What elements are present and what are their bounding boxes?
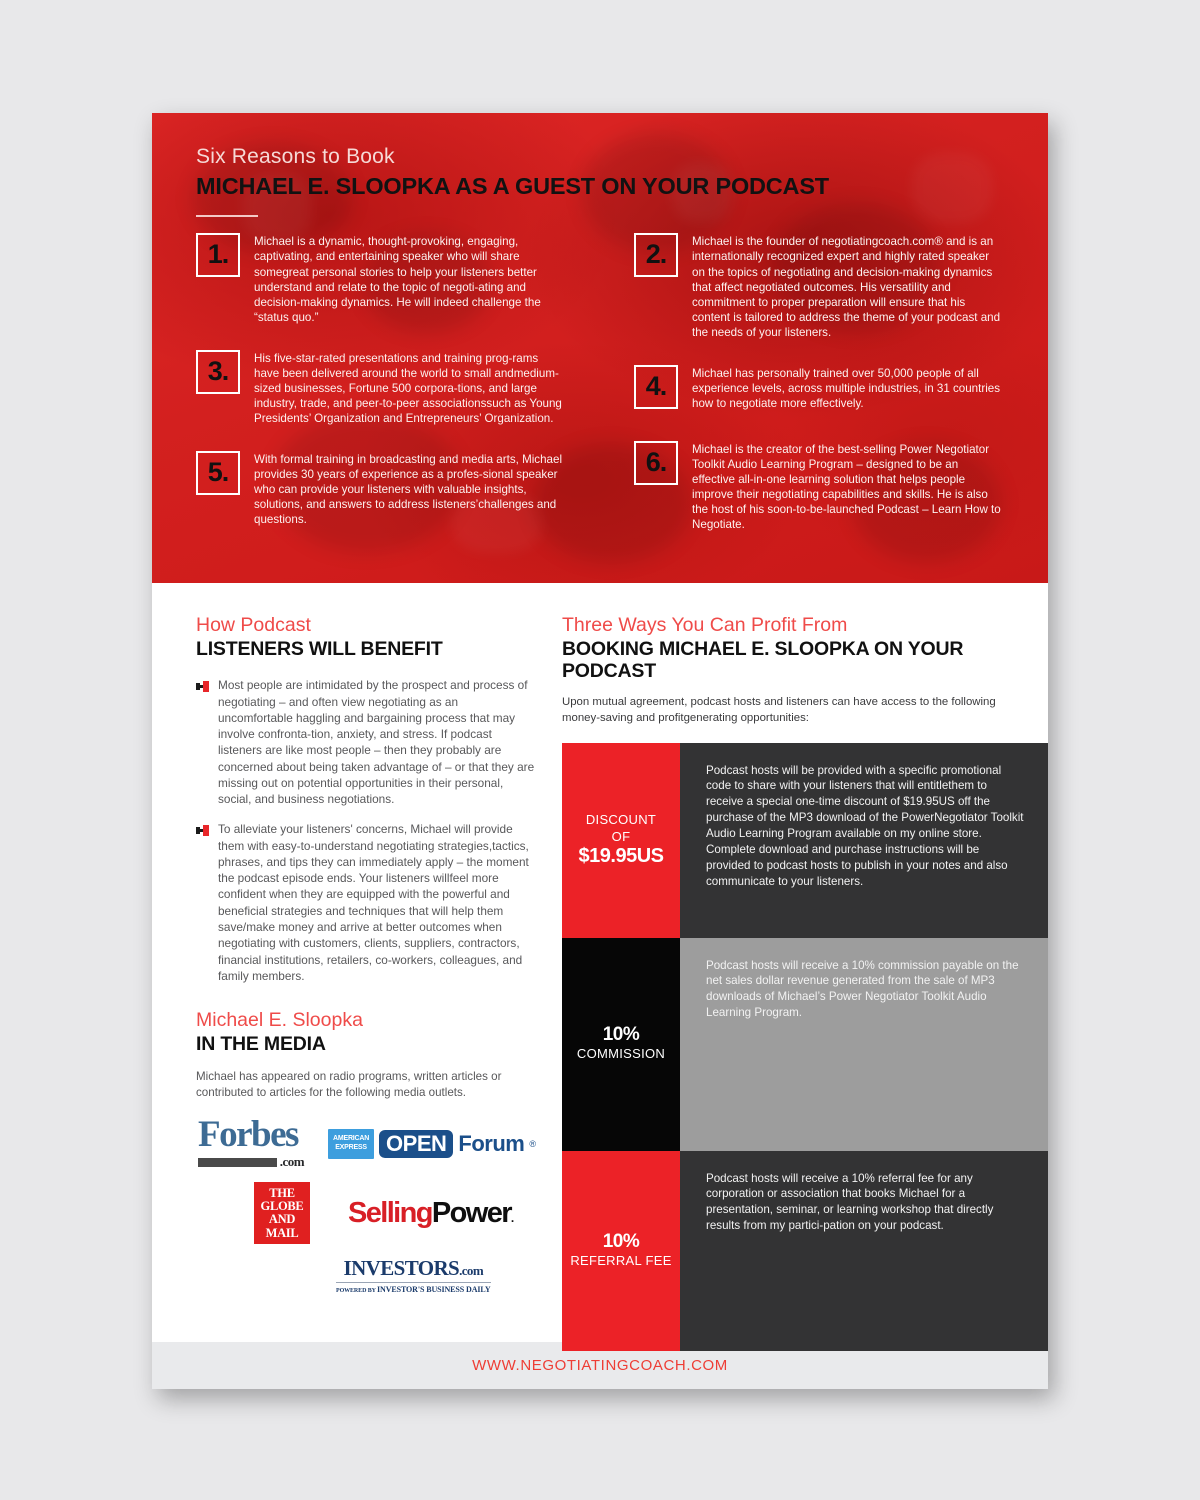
benefits-bullets [196, 677, 536, 984]
media-kicker: Michael E. Sloopka [196, 1009, 363, 1032]
amex-line2: EXPRESS [335, 1143, 367, 1151]
reason-number: 6. [634, 441, 678, 485]
media-heading [196, 1010, 536, 1056]
media-logo-row [198, 1114, 536, 1170]
forum-wordmark: Forum [458, 1130, 525, 1156]
profit-label [562, 1151, 680, 1351]
media-logo-row [254, 1182, 536, 1244]
reason-item [634, 441, 1004, 532]
benefits-title: LISTENERS WILL BENEFIT [196, 638, 443, 661]
registered-mark-icon: ® [529, 1138, 536, 1149]
forbes-wordmark: Forbes [198, 1114, 298, 1156]
benefits-kicker: How Podcast [196, 614, 311, 636]
selling-power-dot: . [510, 1210, 513, 1225]
power-word: Power [431, 1196, 511, 1229]
discount-label-line1: DISCOUNT [585, 812, 657, 828]
referral-label: REFERRAL FEE [570, 1252, 672, 1268]
reason-number: 4. [634, 365, 678, 409]
forbes-logo [198, 1114, 305, 1170]
american-express-icon [328, 1129, 374, 1159]
reason-number: 5. [196, 451, 240, 495]
reason-text: With formal training in broadcasting and media arts, Michael provides 30 years of experience as a profes-sional speaker who can provide your listeners with valuable insights, solutions, and answers to address listeners’challenges and questions. [254, 453, 563, 527]
forbes-bar [198, 1158, 277, 1167]
profit-row-discount [562, 743, 1048, 938]
globe-line2: GLOBE [260, 1199, 304, 1214]
globe-line4: MAIL [265, 1225, 299, 1240]
flag-bullet-icon [196, 825, 209, 836]
globe-line1: THE [269, 1186, 295, 1201]
reason-item [196, 350, 566, 426]
investors-dotcom: .com [459, 1263, 484, 1279]
media-note: Michael has appeared on radio programs, written articles or contributed to articles for the following media outlets. [196, 1070, 502, 1100]
investors-business-daily: INVESTOR'S BUSINESS DAILY [377, 1285, 491, 1295]
discount-amount: $19.95US [578, 844, 664, 867]
hero-section [152, 113, 1048, 583]
referral-percent: 10% [602, 1230, 640, 1252]
benefits-heading [196, 615, 536, 661]
reason-item [634, 233, 1004, 339]
bullet-text: Most people are intimidated by the prospect and process of negotiating – and often view negotiating as an uncomfortable haggling and bargaining process that may involve confronta-tion, anxiety, and stress. If podcast listeners are like most people – then they probably are concerned about being taken advantage of – or that they are missing out on potential opportunities in their personal, social, and business negotiations. [218, 678, 535, 807]
bullet-text: To alleviate your listeners' concerns, Michael will provide them with easy-to-understand negotiating strategies,tactics, phrases, and tips they can immediately apply – the moment the podcast episode ends. Your listeners willfeel more confident when they are equipped with the powerful and beneficial strategies and techniques that will help them save/make money and arrive at better outcomes when negotiating with customers, clients, suppliers, contractors, financial institutions, retailers, co-workers, colleagues, and family members. [218, 822, 529, 983]
globe-and-mail-logo [254, 1182, 310, 1244]
profit-intro: Upon mutual agreement, podcast hosts and listeners can have access to the following money-saving and profitgenerating opportunities: [562, 696, 996, 724]
bullet-item [196, 821, 536, 984]
amex-line1: AMERICAN [332, 1135, 370, 1143]
commission-label: COMMISSION [576, 1046, 666, 1062]
hero-title: MICHAEL E. SLOOPKA AS A GUEST ON YOUR PODCAST [196, 173, 829, 200]
open-wordmark: OPEN [379, 1130, 453, 1158]
reason-text: Michael has personally trained over 50,000 people of all experience levels, across multiple industries, in 31 countries how to negotiate more effectively. [692, 366, 1001, 410]
profit-body: Podcast hosts will be provided with a specific promotional code to share with your listeners that will entitlethem to receive a special one-time discount of $19.95US off the purchase of the MP3 download of the PowerNegotiator Toolkit Audio Learning Program available on my online store. Complete download and purchase instructions will be provided to podcast hosts to publish in your notes and also communicate to your listeners. [680, 743, 1048, 938]
selling-word: Selling [348, 1196, 432, 1229]
profit-label [562, 743, 680, 938]
media-logo-row [336, 1258, 536, 1294]
reason-text: Michael is the creator of the best-selling Power Negotiator Toolkit Audio Learning Program – designed to be an effective all-in-one learning solution that helps people improve their negotiating capabilities and skills. He is also the host of his soon-to-be-launched Podcast – Learn How to Negotiate. [692, 443, 1001, 532]
profit-label [562, 938, 680, 1151]
profit-title: BOOKING MICHAEL E. SLOOPKA ON YOUR PODCAST [562, 638, 964, 683]
left-column [152, 583, 562, 1342]
discount-label-line2: OF [611, 828, 631, 844]
profit-heading [562, 615, 1048, 683]
bullet-item [196, 677, 536, 807]
reasons-column-right [634, 233, 1004, 557]
body-section [152, 583, 1048, 1342]
investors-powered-by: POWERED BY [336, 1288, 378, 1295]
profit-grid [562, 743, 1048, 1351]
reason-number: 2. [634, 233, 678, 277]
profit-kicker: Three Ways You Can Profit From [562, 614, 848, 636]
reason-item [196, 233, 566, 324]
profit-row-referral [562, 1151, 1048, 1351]
reasons-column-left [196, 233, 566, 557]
reason-number: 1. [196, 233, 240, 277]
hero-kicker: Six Reasons to Book [196, 145, 395, 168]
reason-text: His five-star-rated presentations and training prog-rams have been delivered around the world to small andmedium-sized businesses, Fortune 500 corpora-tions, and large industry, trade, and peer-to-peer associationssuch as Young Presidents’ Organization and Entrepreneurs’ Organization. [254, 351, 562, 426]
investors-com-logo [336, 1258, 491, 1294]
forbes-dotcom: .com [279, 1154, 305, 1170]
reason-number: 3. [196, 350, 240, 394]
reason-text: Michael is a dynamic, thought-provoking, engaging, captivating, and entertaining speaker who will share somegreat personal stories to help your listeners better understand and relate to the topic of negoti-ating and decision-making dynamics. He will indeed challenge the “status quo.” [254, 235, 541, 324]
profit-row-commission [562, 938, 1048, 1151]
commission-percent: 10% [602, 1024, 640, 1046]
media-title: IN THE MEDIA [196, 1033, 326, 1056]
investors-word: INVESTORS [343, 1256, 460, 1281]
reason-item [196, 451, 566, 527]
globe-line3: AND [268, 1212, 296, 1227]
profit-body: Podcast hosts will receive a 10% commission payable on the net sales dollar revenue generated from the sale of MP3 downloads of Michael’s Power Negotiator Toolkit Audio Learning Program. [680, 938, 1048, 1151]
media-logos [196, 1114, 536, 1295]
right-column [562, 583, 1048, 1342]
flag-bullet-icon [196, 681, 209, 692]
reason-text: Michael is the founder of negotiatingcoach.com® and is an internationally recognized expert and highly rated speaker on the topics of negotiating and decision-making dynamics that affect negotiated outcomes. His versatility and commitment to proper preparation will ensure that his content is tailored to address the theme of your podcast and the needs of your listeners. [692, 235, 1001, 339]
amex-open-forum-logo [328, 1129, 536, 1159]
investors-divider [336, 1282, 491, 1283]
selling-power-logo [348, 1196, 513, 1229]
website-url[interactable]: WWW.NEGOTIATINGCOACH.COM [472, 1357, 728, 1374]
profit-body: Podcast hosts will receive a 10% referral fee for any corporation or association that books Michael for a presentation, seminar, or learning workshop that directly results from my partici-pation on your podcast. [680, 1151, 1048, 1351]
reason-item [634, 365, 1004, 411]
hero-divider [196, 215, 258, 217]
reasons-list [196, 233, 1004, 557]
flyer-page [152, 113, 1048, 1389]
